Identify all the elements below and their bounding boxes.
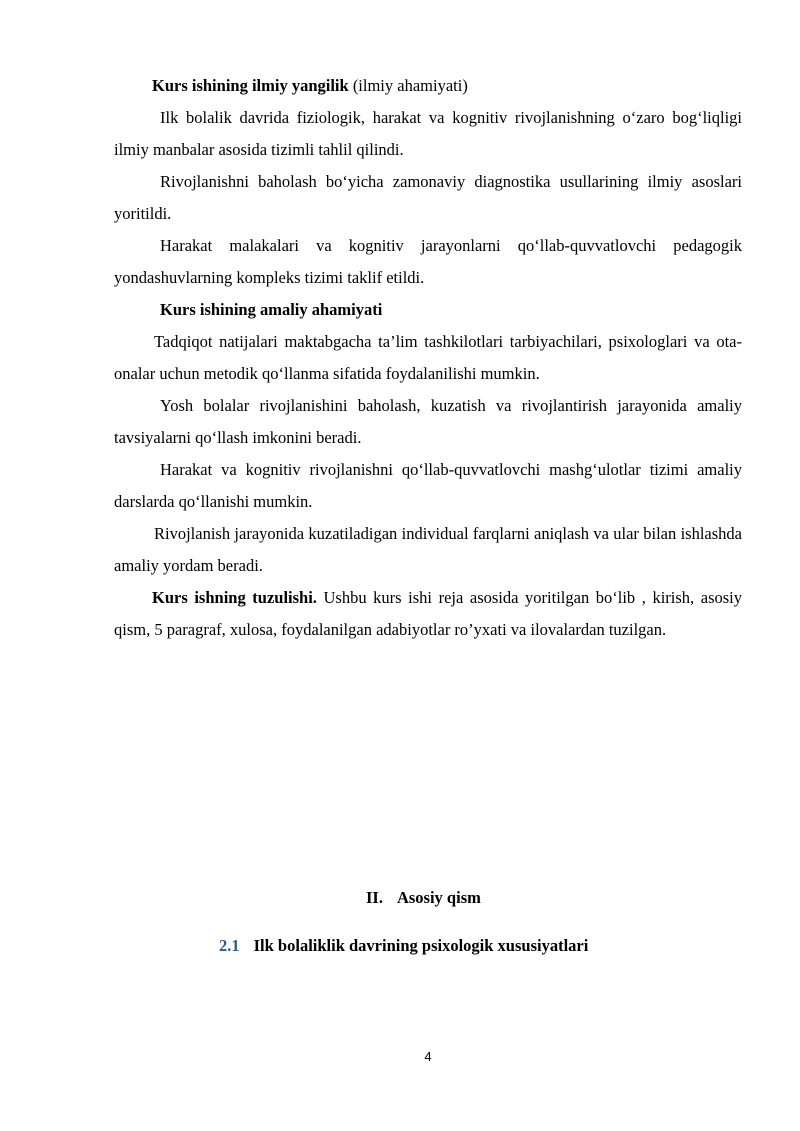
structure-heading: Kurs ishning tuzulishi. (152, 588, 317, 607)
practical-paragraph-3-text: Harakat va kognitiv rivojlanishni qo‘llab-quvvatlovchi mashg‘ulotlar tizimi amaliy darslarda qo‘llanishi mumkin. (114, 460, 742, 511)
structure-paragraph (114, 582, 742, 646)
novelty-heading-rest: (ilmiy ahamiyati) (348, 76, 468, 95)
subchapter-number: 2.1 (219, 936, 240, 955)
structure-text: Ushbu kurs ishi reja asosida yoritilgan bo‘lib , kirish, asosiy qism, 5 paragraf, xulosa, foydalanilgan adabiyotlar ro’yxati va ilovalardan tuzilgan. (114, 588, 742, 639)
subchapter-title: Ilk bolaliklik davrining psixologik xususiyatlari (253, 936, 589, 955)
practical-heading (114, 294, 742, 326)
practical-paragraph-2-text: Yosh bolalar rivojlanishini baholash, kuzatish va rivojlantirish jarayonida amaliy tavsiyalarni qo‘llash imkonini beradi. (114, 396, 742, 447)
page-number: 4 (424, 1049, 432, 1064)
practical-paragraph-4 (114, 518, 742, 582)
practical-paragraph-1 (114, 326, 742, 390)
novelty-heading (114, 70, 742, 102)
novelty-paragraph-2-text: Rivojlanishni baholash bo‘yicha zamonaviy diagnostika usullarining ilmiy asoslari yoritildi. (114, 172, 742, 223)
practical-paragraph-2 (114, 390, 742, 454)
practical-paragraph-1-text: Tadqiqot natijalari maktabgacha ta’lim tashkilotlari tarbiyachilari, psixologlari va ota-onalar uchun metodik qo‘llanma sifatida foydalanilishi mumkin. (114, 332, 742, 383)
subchapter-heading (219, 928, 588, 964)
practical-paragraph-4-text: Rivojlanish jarayonida kuzatiladigan individual farqlarni aniqlash va ular bilan ishlashda amaliy yordam beradi. (114, 524, 742, 575)
practical-paragraph-3 (114, 454, 742, 518)
chapter-title: Asosiy qism (396, 888, 481, 907)
novelty-paragraph-2 (114, 166, 742, 230)
chapter-heading (366, 880, 481, 916)
practical-heading-text: Kurs ishining amaliy ahamiyati (160, 300, 383, 319)
chapter-number: II. (366, 888, 383, 907)
novelty-paragraph-3-text: Harakat malakalari va kognitiv jarayonlarni qo‘llab-quvvatlovchi pedagogik yondashuvlarning kompleks tizimi taklif etildi. (114, 236, 742, 287)
novelty-paragraph-1 (114, 102, 742, 166)
novelty-paragraph-3 (114, 230, 742, 294)
novelty-paragraph-1-text: Ilk bolalik davrida fiziologik, harakat va kognitiv rivojlanishning o‘zaro bog‘liqligi ilmiy manbalar asosida tizimli tahlil qilindi. (114, 108, 742, 159)
novelty-heading-bold: Kurs ishining ilmiy yangilik (152, 76, 349, 95)
